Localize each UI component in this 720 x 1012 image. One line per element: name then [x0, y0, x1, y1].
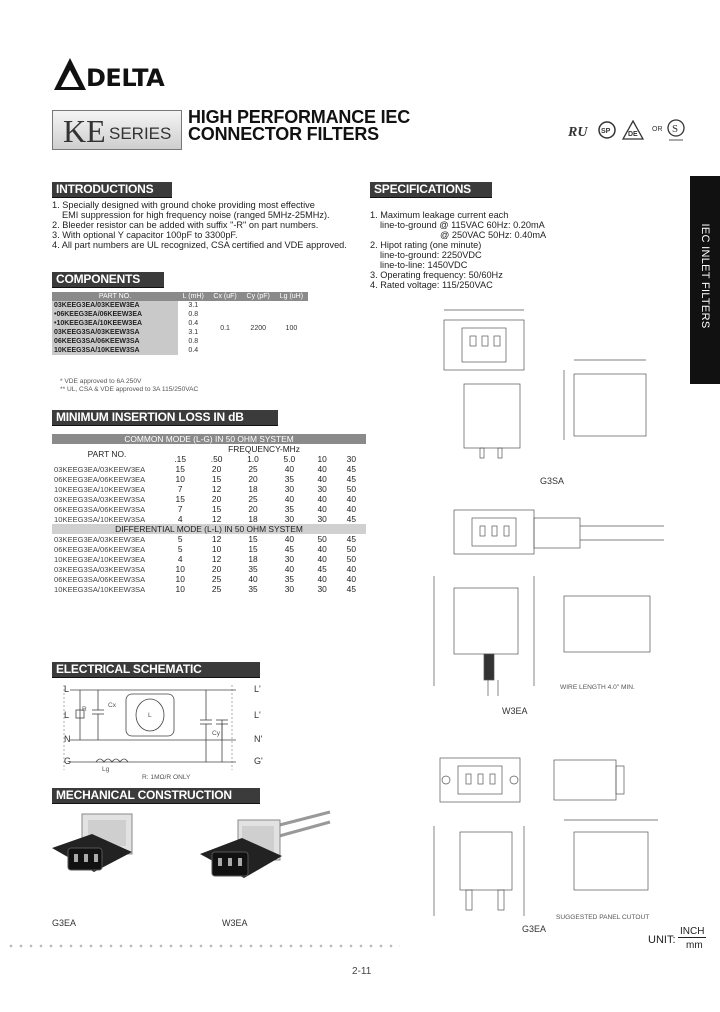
schematic-left-label: N [64, 734, 71, 744]
delta-logo-text: DELTA [86, 64, 165, 92]
g3ea-photo [48, 808, 144, 904]
intro-item: 2. Bleeder resistor can be added with suffix "-R" on part numbers. [52, 220, 319, 230]
g3sa-caption: G3SA [540, 476, 565, 486]
svg-text:S: S [672, 123, 679, 135]
value-cell: 20 [211, 494, 222, 504]
value-cell: 35 [284, 474, 295, 484]
intro-item: 3. With optional Y capacitor 100pF to 3300pF. [52, 230, 238, 240]
value-cell: 15 [248, 544, 258, 554]
part-number: 03KEEG3EA/03KEEW3EA [54, 464, 146, 474]
csa-icon [598, 120, 616, 140]
spec-item: line-to-ground @ 115VAC 60Hz: 0.20mA [380, 220, 545, 230]
table-row [52, 484, 366, 494]
part-number: 03KEEG3SA/03KEEW3SA [52, 328, 178, 337]
value-cell: 7 [177, 484, 183, 494]
spec-item: 4. Rated voltage: 115/250VAC [370, 280, 493, 290]
value-cell: 50 [346, 484, 356, 494]
table-row [52, 534, 366, 544]
value-cell: 35 [248, 584, 258, 594]
value-cell: 30 [284, 484, 295, 494]
freq-col: 30 [346, 454, 356, 464]
value-cell: 40 [284, 464, 295, 474]
introductions-heading: INTRODUCTIONS [52, 182, 172, 198]
schematic-left-label: G [64, 756, 72, 766]
value-cell: 25 [211, 584, 222, 594]
part-number: 10KEEG3SA/10KEEW3SA [52, 346, 178, 355]
table-row [52, 574, 366, 584]
freq-col: 5.0 [283, 454, 296, 464]
value-cell: 50 [346, 544, 356, 554]
value-cell: 12 [211, 514, 222, 524]
w3ea-drawing [414, 496, 684, 696]
g3ea-drawing [414, 736, 684, 926]
wire-length-note: WIRE LENGTH 4.0" MIN. [560, 684, 635, 691]
part-number: 03KEEG3EA/03KEEW3EA [54, 534, 146, 544]
table-row [52, 464, 366, 474]
intro-item: 1. Specially designed with ground choke providing most effective [52, 200, 315, 210]
vde-icon [622, 120, 644, 140]
schematic-r: R [82, 706, 87, 713]
value-cell: 40 [284, 534, 295, 544]
components-header-row [52, 292, 308, 301]
table-row [52, 301, 308, 310]
value-cell: 45 [346, 534, 356, 544]
series-ke: KE [63, 113, 106, 149]
svg-text:RU: RU [568, 125, 588, 140]
w3ea-photo-caption: W3EA [222, 918, 248, 928]
value-cell: 40 [284, 494, 295, 504]
value-cell: 45 [317, 564, 327, 574]
value-cell: 12 [211, 534, 222, 544]
cy-value: 2200 [250, 324, 266, 332]
part-number: 06KEEG3EA/06KEEW3EA [54, 544, 146, 554]
part-number: 10KEEG3EA/10KEEW3EA [54, 484, 146, 494]
value-cell: 50 [346, 554, 356, 564]
part-number: 06KEEG3EA/06KEEW3EA [54, 474, 146, 484]
spec-item: line-to-line: 1450VDC [380, 260, 468, 270]
value-cell: 30 [284, 554, 295, 564]
part-number: 10KEEG3EA/10KEEW3EA [54, 554, 146, 564]
value-cell: 25 [248, 464, 258, 474]
value-cell: 10 [175, 584, 185, 594]
value-cell: 45 [346, 474, 356, 484]
value-cell: 40 [317, 504, 327, 514]
freq-col: 10 [317, 454, 327, 464]
schematic-note: R: 1MΩ/R ONLY [142, 774, 191, 781]
value-cell: 18 [248, 554, 258, 564]
series-label: SERIES [109, 124, 172, 143]
schematic-cx: Cx [108, 702, 117, 709]
freq-col: 1.0 [247, 454, 259, 464]
unit-label: UNIT: [648, 934, 676, 946]
page-number: 2-11 [352, 966, 372, 977]
value-cell: 15 [211, 474, 222, 484]
value-cell: 40 [317, 474, 327, 484]
table-row [52, 584, 366, 594]
value-cell: 5 [177, 534, 183, 544]
components-col-part: PART NO. [52, 292, 178, 301]
g3ea-caption: G3EA [522, 924, 547, 934]
spec-item: 2. Hipot rating (one minute) [370, 240, 482, 250]
value-cell: 7 [177, 504, 183, 514]
value-cell: 45 [346, 584, 356, 594]
freq-col: .50 [210, 454, 223, 464]
part-number: 10KEEG3SA/10KEEW3SA [54, 514, 146, 524]
table-row [52, 514, 366, 524]
table-row [52, 474, 366, 484]
ul-recognized-icon [566, 122, 590, 140]
value-cell: 4 [177, 554, 183, 564]
value-cell: 15 [211, 504, 222, 514]
value-cell: 35 [284, 504, 295, 514]
value-cell: 20 [248, 504, 258, 514]
schematic-cy: Cy [212, 730, 221, 737]
part-no-header: PART NO. [87, 449, 127, 459]
components-table [52, 292, 308, 355]
unit-mm: mm [686, 940, 703, 951]
table-row [52, 494, 366, 504]
value-cell: 10 [175, 474, 185, 484]
value-cell: 20 [211, 564, 222, 574]
part-number: •10KEEG3EA/10KEEW3EA [52, 319, 178, 328]
side-tab [690, 176, 720, 384]
value-cell: 30 [284, 514, 295, 524]
part-number: 10KEEG3SA/10KEEW3SA [54, 584, 146, 594]
delta-logo-mark [52, 56, 88, 92]
value-cell: 35 [248, 564, 258, 574]
page-title-line2: CONNECTOR FILTERS [188, 124, 379, 144]
part-number: 06KEEG3SA/06KEEW3SA [54, 504, 146, 514]
common-mode-title: COMMON MODE (L-G) IN 50 OHM SYSTEM [52, 434, 366, 444]
intro-item: EMI suppression for high frequency noise (ranged 5MHz-25MHz). [62, 210, 330, 220]
components-heading: COMPONENTS [52, 272, 164, 288]
value-cell: 30 [317, 484, 327, 494]
value-cell: 20 [248, 474, 258, 484]
g3ea-photo-caption: G3EA [52, 918, 77, 928]
value-cell: 12 [211, 484, 222, 494]
spec-item: line-to-ground: 2250VDC [380, 250, 482, 260]
value-cell: 15 [175, 464, 185, 474]
value-cell: 40 [346, 564, 356, 574]
intro-item: 4. All part numbers are UL recognized, CSA certified and VDE approved. [52, 240, 347, 250]
value-cell: 10 [211, 544, 222, 554]
spec-item: 1. Maximum leakage current each [370, 210, 509, 220]
specifications-heading: SPECIFICATIONS [370, 182, 492, 198]
value-cell: 30 [317, 514, 327, 524]
specifications-list [370, 210, 690, 290]
value-cell: 40 [317, 494, 327, 504]
part-number: 03KEEG3SA/03KEEW3SA [54, 494, 146, 504]
introductions-list [52, 200, 372, 250]
value-cell: 30 [317, 584, 327, 594]
components-col-cy: Cy (pF) [242, 292, 275, 301]
value-cell: 45 [284, 544, 295, 554]
value-cell: 40 [317, 544, 327, 554]
w3ea-caption: W3EA [502, 706, 528, 716]
freq-col: .15 [174, 454, 187, 464]
mechanical-heading: MECHANICAL CONSTRUCTION [52, 788, 260, 804]
value-cell: 40 [317, 554, 327, 564]
inductance: 0.4 [188, 320, 199, 327]
schematic-right-label: L' [254, 684, 261, 694]
components-note-2: ** UL, CSA & VDE approved to 3A 115/250VAC [60, 386, 199, 393]
schematic-right-label: L' [254, 710, 261, 720]
schematic-lg: Lg [102, 766, 110, 773]
part-number: 03KEEG3EA/03KEEW3EA [52, 301, 178, 310]
page-title-line1: HIGH PERFORMANCE IEC [188, 107, 411, 127]
value-cell: 50 [317, 534, 327, 544]
value-cell: 12 [211, 554, 222, 564]
schematic-right-label: G' [254, 756, 263, 766]
components-col-lg: Lg (uH) [275, 292, 308, 301]
spec-item: @ 250VAC 50Hz: 0.40mA [440, 230, 547, 240]
value-cell: 40 [317, 574, 327, 584]
unit-inch: INCH [680, 926, 705, 937]
value-cell: 10 [175, 564, 185, 574]
electrical-schematic [56, 680, 276, 780]
value-cell: 40 [346, 504, 356, 514]
value-cell: 40 [346, 494, 356, 504]
value-cell: 15 [248, 534, 258, 544]
components-col-l: L (mH) [178, 292, 208, 301]
inductance: 0.4 [188, 347, 199, 354]
g3sa-drawing [414, 300, 684, 470]
table-row [52, 554, 366, 564]
table-row [52, 544, 366, 554]
part-number: 06KEEG3SA/06KEEW3SA [52, 337, 178, 346]
lg-value: 100 [285, 324, 298, 332]
table-row [52, 564, 366, 574]
components-note-1: * VDE approved to 6A 250V [60, 378, 142, 385]
series-badge [52, 110, 182, 150]
value-cell: 40 [284, 564, 295, 574]
value-cell: 10 [175, 574, 185, 584]
value-cell: 30 [284, 584, 295, 594]
value-cell: 40 [317, 464, 327, 474]
cert-or: OR [652, 126, 663, 133]
value-cell: 15 [175, 494, 185, 504]
insertion-loss-table [52, 434, 366, 594]
value-cell: 45 [346, 464, 356, 474]
differential-mode-title: DIFFERENTIAL MODE (L-L) IN 50 OHM SYSTEM [52, 524, 366, 534]
part-number: 06KEEG3SA/06KEEW3SA [54, 574, 146, 584]
bottom-dotted-divider [6, 944, 400, 948]
frequency-header: FREQUENCY-MHz [228, 444, 300, 454]
inductance: 3.1 [188, 302, 199, 309]
side-tab-label: IEC INLET FILTERS [699, 223, 711, 329]
cx-value: 0.1 [220, 324, 230, 332]
value-cell: 20 [211, 464, 222, 474]
semko-icon [666, 118, 686, 142]
w3ea-photo [190, 808, 340, 908]
insertion-loss-heading: MINIMUM INSERTION LOSS IN dB [52, 410, 278, 426]
schematic-left-label: L [64, 684, 70, 694]
schematic-l: L [148, 712, 152, 719]
value-cell: 45 [346, 514, 356, 524]
value-cell: 25 [211, 574, 222, 584]
panel-cutout-note: SUGGESTED PANEL CUTOUT [556, 914, 650, 921]
value-cell: 40 [346, 574, 356, 584]
value-cell: 5 [177, 544, 183, 554]
value-cell: 25 [248, 494, 258, 504]
inductance: 3.1 [188, 329, 199, 336]
svg-text:DE: DE [628, 131, 638, 138]
value-cell: 35 [284, 574, 295, 584]
spec-item: 3. Operating frequency: 50/60Hz [370, 270, 503, 280]
inductance: 0.8 [188, 311, 199, 318]
value-cell: 18 [248, 514, 258, 524]
inductance: 0.8 [188, 338, 199, 345]
value-cell: 4 [177, 514, 183, 524]
schematic-right-label: N' [254, 734, 263, 744]
svg-text:SP: SP [601, 128, 611, 135]
part-number: 03KEEG3SA/03KEEW3SA [54, 564, 146, 574]
components-col-cx: Cx (uF) [208, 292, 241, 301]
schematic-heading: ELECTRICAL SCHEMATIC [52, 662, 260, 678]
part-number: •06KEEG3EA/06KEEW3EA [52, 310, 178, 319]
value-cell: 18 [248, 484, 258, 494]
table-row [52, 504, 366, 514]
schematic-left-label: L [64, 710, 70, 720]
value-cell: 40 [248, 574, 258, 584]
